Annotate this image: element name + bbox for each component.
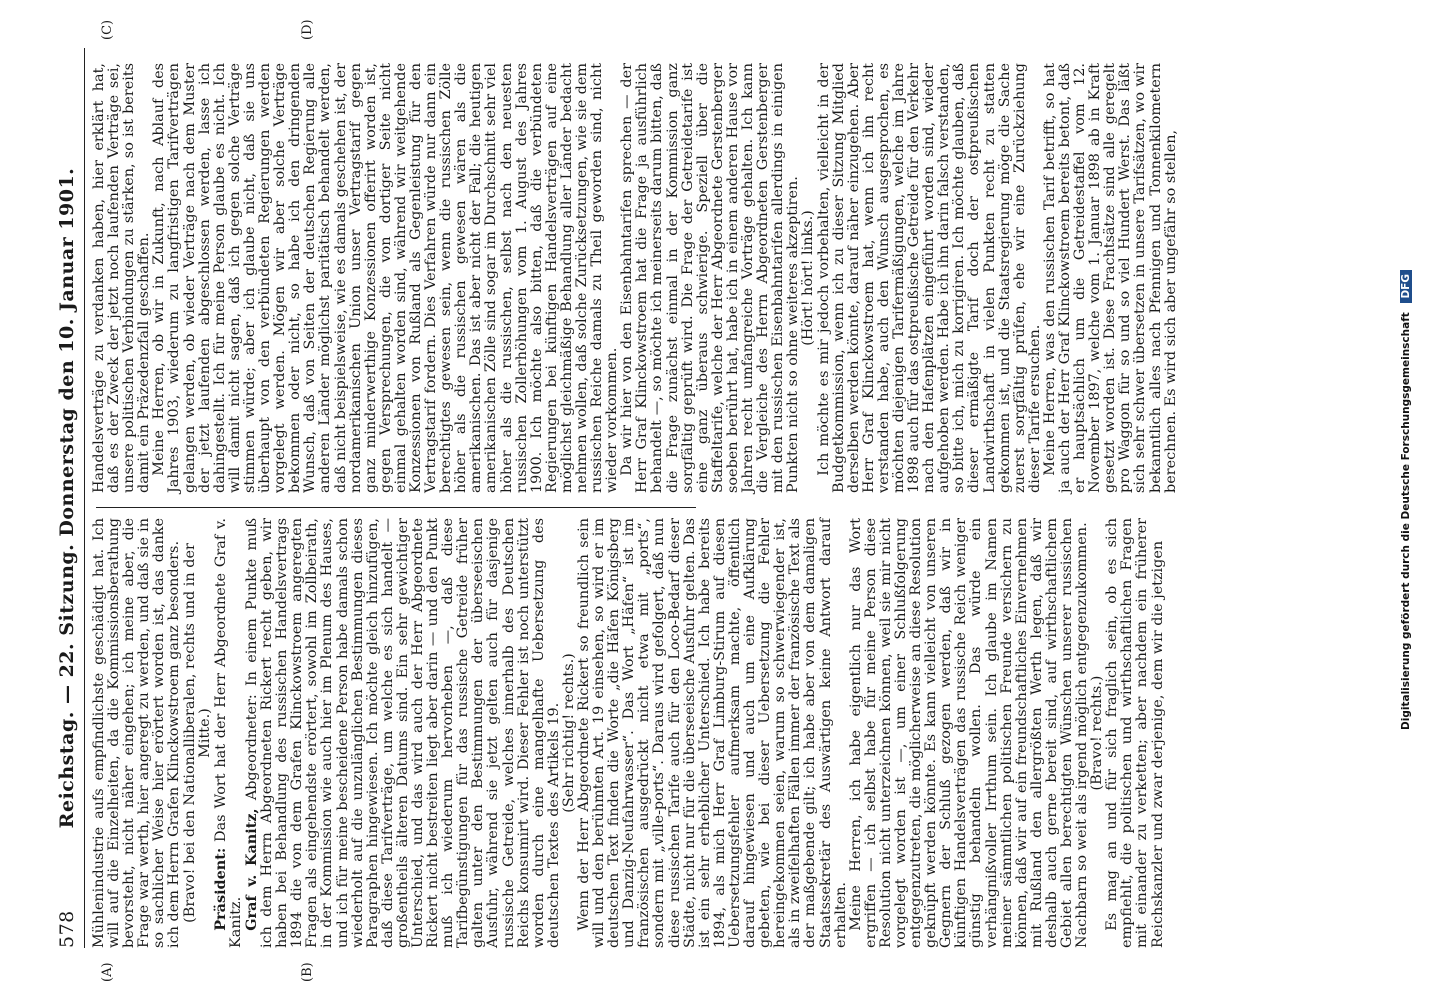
column-divider: [96, 507, 696, 508]
paragraph: Ich möchte es mir jedoch vorbehalten, vielleicht in der Budgetkommission, wenn ich zu dieser Sitzung Mitglied derselben werden könnte, darauf näher einzugehen. Aber Herr Graf Klinckowstroem hat, wenn ich ihn recht verstanden habe, auch den Wunsch ausgesprochen, es möchten diejenigen Tarifermäßigungen, welche im Jahre 1898 auch für das ostpreußische Getreide für den Verkehr nach den Hafenplätzen eingeführt worden sind, wieder aufgehoben werden. Habe ich ihn darin falsch verstanden, so bitte ich, mich zu korrigiren. Ich möchte glauben, daß dieser ermäßigte Tarif doch der ostpreußischen Landwirthschaft in vielen Punkten recht zu statten gekommen ist, und die Staatsregierung möge die Sache zuerst sorgfältig prüfen, ehe wir eine Zurückziehung dieser Tarife ersuchen.: [815, 63, 1043, 493]
dfg-logo: DFG: [1400, 270, 1412, 303]
left-column: [92, 518, 1166, 948]
speaker-label: Präsident:: [211, 847, 229, 931]
digitization-credit: [1400, 0, 1422, 1000]
paragraph-text: Das Wort hat der Herr Abgeordnete Graf v. Kanitz.: [212, 518, 244, 948]
paragraph: Wenn der Herr Abgeordnete Rickert so freundlich sein will und den berühmten Art. 19 einsehen, so wird er im deutschen Text finden die Worte „die Häfen Königsberg und Danzig-Neufahrwasser“. Das Wort „Häfen“ ist im französischen ausgedrückt nicht etwa mit „ports“, sondern mit „ville-ports“. Daraus wird gefolgert, daß nun diese russischen Tarife auch für den Loco-Bedarf dieser Städte, nicht nur für die überseeische Ausfuhr gelten. Das ist ein sehr erheblicher Unterschied. Ich habe bereits 1894, als mich Herr Graf Limburg-Stirum auf diesen Uebersetzungsfehler aufmerksam machte, öffentlich darauf hingewiesen und auch um eine Aufklärung gebeten, wie bei dieser Uebersetzung die Fehler hereingekommen seien, warum so schwerwiegender ist, als in zweifelhaften Fällen immer der französische Text als der maßgebende gilt; ich habe aber von dem damaligen Staatssekretär des Auswärtigen keine Antwort darauf erhalten.: [576, 518, 849, 948]
credit-text: Digitalisierung gefördert durch die Deutsche Forschungsgemeinschaft: [1400, 312, 1412, 730]
interjection: (Hört! hört! links.): [800, 210, 817, 346]
paragraph: Mühlenindustrie aufs empfindlichste geschädigt hat. Ich will auf die Einzelheiten, da die Kommissionsberathung bevorsteht, nicht näher eingehen; ich meine aber, die Frage war werth, hier angeregt zu werden, und daß sie in so sachlicher Weise hier erörtert worden ist, das danke ich dem Herrn Grafen Klinckowstroem ganz besonders.: [91, 518, 183, 948]
speaker-paragraph: [213, 518, 244, 948]
margin-mark-a: (A): [100, 962, 115, 982]
paragraph-text: Abgeordneter: In einem Punkte muß ich dem Herrn Abgeordneten Rickert recht geben, wir haben bei Behandlung des russischen Handelsvertrags 1894 die von dem Grafen Klinckowstroem angeregten Fragen als eingehendste erörtert, sowohl im Zollbeirath, in der Kommission wie auch hier im Plenum des Hauses, und ich für meine bescheidene Person habe damals schon wiederholt auf die unzulänglichen Bestimmungen dieses Paragraphen hingewiesen. Ich möchte gleich hinzufügen, daß diese Tarifverträge, um welche es sich handelt — großentheils älteren Datums sind. Ein sehr gewichtiger Unterschied, und das wird auch der Herr Abgeordnete Rickert nicht bestreiten liegt aber darin — und den Punkt muß ich wiederum hervorheben —, daß diese Tarifbegünstigungen für das russische Getreide früher galten unter den Bestimmungen der überseeischen Ausfuhr, während sie jetzt gelten auch für dasjenige russische Getreide, welches innerhalb des Deutschen Reichs konsumirt wird. Dieser Fehler ist noch unterstützt worden durch eine mangelhafte Uebersetzung des deutschen Textes des Artikels 19.: [243, 517, 562, 948]
right-column: [92, 63, 1179, 493]
interjection: (Bravo! rechts.): [1089, 675, 1106, 791]
paragraph: Meine Herren, ob wir in Zukunft, nach Ablauf des Jahres 1903, wiederum zu langfristigen Tarifverträgen gelangen werden, ob wieder Verträge nach dem Muster der jetzt laufenden abgeschlossen werden, lasse ich dahingestellt. Ich für meine Person glaube es nicht. Ich will damit nicht sagen, daß ich gegen solche Verträge stimmen würde; aber ich glaube nicht, daß sie uns überhaupt von den verbündeten Regierungen werden vorgelegt werden. Mögen wir aber solche Verträge bekommen oder nicht, so habe ich den dringenden Wunsch, daß von Seiten der deutschen Regierung alle anderen Länder möglichst paritätisch behandelt werden, daß nicht beispielsweise, wie es damals geschehen ist, der nordamerikanischen Union unser Vertragstarif gegen ganz minderwerthige Konzessionen offerirt worden ist, gegen Versprechungen, die von dortiger Seite nicht einmal gehalten worden sind, während wir weitgehende Konzessionen von Rußland als Gegenleistung für den Vertragstarif fordern. Dies Verfahren würde nur dann ein berechtigtes gewesen sein, wenn die russischen Zölle höher als die russischen gewesen wären als die amerikanischen. Das ist aber nicht der Fall; die heutigen amerikanischen Zölle sind sogar im Durchschnitt sehr viel höher als die russischen, selbst nach den neuesten russischen Zollerhöhungen vom 1. August des Jahres 1900. Ich möchte also bitten, daß die verbündeten Regierungen bei künftigen Handelsverträgen auf eine möglichst gleichmäßige Behandlung aller Länder bedacht nehmen wollen, daß solche Zurücksetzungen, wie sie dem russischen Reiche damals zu Theil geworden sind, nicht wieder vorkommen.: [151, 63, 621, 493]
running-title: Reichstag. — 22. Sitzung. Donnerstag den 10. Januar 1901.: [56, 167, 78, 829]
speaker-paragraph: [244, 518, 562, 948]
margin-mark-c: (C): [100, 19, 115, 40]
interjection: (Sehr richtig! rechts.): [560, 653, 577, 813]
interjection: (Bravo! bei den Nationalliberalen, rechts und in der Mitte.): [181, 543, 213, 923]
paragraph: Handelsverträge zu verdanken haben, hier erklärt hat, daß es der Zweck der jetzt noch laufenden Verträge sei, unsere politischen Verbindungen zu stärken, so ist bereits damit ein Präzedenzfall geschaffen.: [91, 63, 153, 493]
paragraph: Da wir hier von den Eisenbahntarifen sprechen — der Herr Graf Klinckowstroem hat die Frage ja ausführlich behandelt —, so möchte ich meinerseits darum bitten, daß die Frage zunächst einmal in der Kommission ganz sorgfältig geprüft wird. Die Frage der Getreidetarife ist eine ganz überaus schwierige. Speziell über die Staffeltarife, welche der Herr Abgeordnete Gerstenberger soeben berührt hat, habe ich in einem anderen Hause vor Jahren recht umfangreiche Vorträge gehalten. Ich kann die Vergleiche des Herrn Abgeordneten Gerstenberger mit den russischen Eisenbahntarifen allerdings in einigen Punkten nicht so ohne weiteres akzeptiren.: [619, 63, 802, 493]
page-number: 578: [56, 910, 78, 948]
margin-mark-d: (D): [300, 19, 315, 40]
page-header: [50, 48, 85, 948]
speaker-label: Graf v. Kanitz,: [242, 808, 260, 931]
paragraph: Meine Herren, was den russischen Tarif betrifft, so hat ja auch der Herr Graf Klinckowstroem bereits betont, daß er hauptsächlich um die Getreidestaffel vom 12. November 1897, welche vom 1. Januar 1898 ab in Kraft gesetzt worden ist. Diese Frachtsätze sind alle geregelt pro Waggon für so und so viel Hundert Werst. Das läßt sich sehr schwer übersetzen in unsere Tarifsätzen, wo wir bekanntlich alles nach Pfennigen und Tonnenkilometern berechnen. Es wird sich aber ungefähr so stellen,: [1041, 63, 1179, 493]
margin-mark-b: (B): [300, 962, 315, 982]
paragraph: Meine Herren, ich habe eigentlich nur das Wort ergriffen — ich selbst habe für meine Person diese Resolution nicht unterzeichnen können, weil sie mir nicht vorgelegt worden ist —, um einer Schlußfolgerung entgegenzutreten, die möglicherweise an diese Resolution geknüpft werden könnte. Es kann vielleicht von unseren Gegnern der Schluß gezogen werden, daß wir in künftigen Handelsverträgen das russische Reich weniger günstig behandeln wollen. Das würde ein verhängnißvoller Irrthum sein. Ich glaube im Namen meiner sämmtlichen politischen Freunde versichern zu können, daß wir auf ein freundschaftliches Einvernehmen mit Rußland den allergrößten Werth legen, daß wir deshalb auch gerne bereit sind, auf wirthschaftlichem Gebiet allen berechtigten Wünschen unserer russischen Nachbarn so weit als irgend möglich entgegenzukommen.: [847, 518, 1091, 948]
paragraph: Es mag an und für sich fraglich sein, ob es sich empfiehlt, die politischen und wirthschaftlichen Fragen mit einander zu verketten; aber nachdem ein früherer Reichskanzler und zwar derjenige, dem wir die jetzigen: [1104, 518, 1166, 948]
